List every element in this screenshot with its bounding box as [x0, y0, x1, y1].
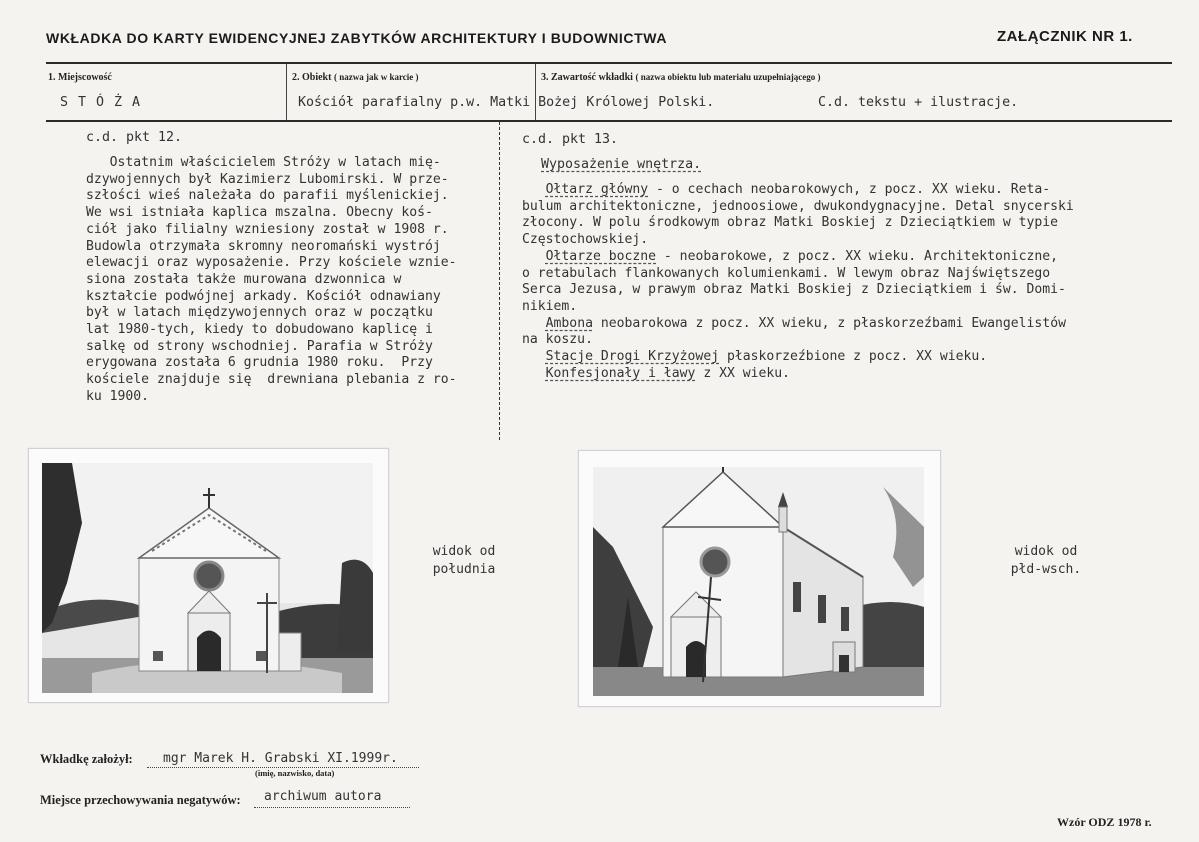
- right-text-line: [522, 349, 1074, 366]
- photo-southeast-caption: [1006, 543, 1086, 579]
- left-text-line: kościele znajduje się drewniana plebania z ro-: [86, 372, 457, 388]
- founder-hint: (imię, nazwisko, data): [255, 768, 335, 778]
- form-id: Wzór ODZ 1978 r.: [1057, 815, 1152, 829]
- right-text-line: o retabulach flankowanych kolumienkami. W lewym obraz Najświętszego: [522, 265, 1051, 281]
- right-text: [522, 182, 1074, 382]
- top-rule: [46, 62, 1172, 64]
- left-text-line: szłości wieś należała do parafii myślenickiej.: [86, 188, 449, 204]
- left-text-line: ku 1900.: [86, 388, 150, 404]
- item-term: Stacje Drogi Krzyżowej: [545, 349, 720, 365]
- right-text-line: złocony. W polu środkowym obraz Matki Boskiej z Dzieciątkiem w typie: [522, 215, 1059, 231]
- right-text-line: [522, 366, 1074, 383]
- item-text: z XX wieku.: [695, 365, 791, 381]
- field-2-label-main: 2. Obiekt: [292, 72, 332, 83]
- indent: [522, 349, 546, 364]
- field-2-value: Kościół parafialny p.w. Matki Bożej Królowej Polski.: [298, 95, 715, 110]
- indent: [522, 182, 546, 197]
- field-divider-2: [535, 64, 536, 120]
- right-text-line: na koszu.: [522, 332, 593, 348]
- section-title: Wyposażenie wnętrza.: [541, 157, 702, 172]
- right-heading: c.d. pkt 13.: [522, 132, 619, 147]
- left-text-line: salkę od strony wschodniej. Parafia w Stróży: [86, 338, 433, 354]
- left-text: [86, 155, 457, 406]
- item-term: Ołtarze boczne: [545, 248, 657, 264]
- right-text-line: Częstochowskiej.: [522, 232, 649, 248]
- storage-label: Miejsce przechowywania negatywów:: [40, 793, 241, 807]
- photo-southeast-caption-line-2: płd-wsch.: [1010, 562, 1082, 577]
- right-text-line: nikiem.: [522, 298, 578, 314]
- photo-southeast-view: [593, 467, 924, 696]
- field-2-label: [292, 72, 419, 83]
- item-text: płaskorzeźbione z pocz. XX wieku.: [719, 349, 988, 365]
- photo-south-view: [42, 463, 373, 693]
- field-3-label-sub: ( nazwa obiektu lub materiału uzupełniającego ): [635, 72, 821, 82]
- left-text-line: Budowla otrzymała skromny neoromański wystrój: [86, 238, 441, 254]
- left-text-line: elewacji oraz wyposażenie. Przy kościele wznie-: [86, 255, 457, 271]
- storage-dots: [254, 807, 410, 808]
- founder-label: Wkładkę założył:: [40, 752, 133, 766]
- photo-south-caption-line-2: południa: [432, 562, 496, 577]
- field-1-value: S T Ó Ż A: [60, 95, 142, 110]
- form-title: WKŁADKA DO KARTY EWIDENCYJNEJ ZABYTKÓW ARCHITEKTURY I BUDOWNICTWA: [46, 30, 668, 46]
- item-text: - o cechach neobarokowych, z pocz. XX wieku. Reta-: [648, 182, 1051, 197]
- fields-bottom-rule: [46, 120, 1172, 122]
- left-text-line: Ostatnim właścicielem Stróży w latach mię-: [86, 155, 441, 170]
- field-3-label: [541, 72, 820, 83]
- field-3-value: C.d. tekstu + ilustracje.: [818, 95, 1019, 110]
- left-text-line: kształcie podwójnej arkady. Kościół odnawiany: [86, 288, 441, 304]
- indent: [522, 316, 546, 331]
- indent: [522, 249, 546, 264]
- field-divider-1: [286, 64, 287, 120]
- left-text-line: siona została także murowana dzwonnica w: [86, 271, 402, 287]
- left-text-line: erygowana została 6 grudnia 1980 roku. Przy: [86, 355, 433, 371]
- left-heading: c.d. pkt 12.: [86, 130, 183, 145]
- left-text-line: był w latach międzywojennych oraz w początku: [86, 305, 433, 321]
- storage-value: archiwum autora: [264, 789, 382, 804]
- founder-value: mgr Marek H. Grabski XI.1999r.: [163, 751, 398, 766]
- right-text-line: [522, 182, 1074, 199]
- item-term: Konfesjonały i ławy: [545, 365, 696, 381]
- field-3-label-main: 3. Zawartość wkładki: [541, 72, 633, 83]
- photo-south-frame: [28, 448, 389, 703]
- right-text-line: [522, 249, 1074, 266]
- left-text-line: dzywojennych był Kazimierz Lubomirski. W prze-: [86, 171, 449, 187]
- annex-number: ZAŁĄCZNIK NR 1.: [997, 28, 1133, 45]
- left-text-line: We wsi istniała kaplica mszalna. Obecny koś-: [86, 205, 433, 221]
- photo-southeast-caption-line-1: widok od: [1014, 544, 1078, 559]
- right-text-line: [522, 316, 1074, 333]
- photo-south-caption-line-1: widok od: [432, 544, 496, 559]
- indent: [522, 366, 546, 381]
- photo-south-caption: [424, 543, 504, 579]
- item-term: Ołtarz główny: [545, 182, 649, 197]
- item-text: - neobarokowe, z pocz. XX wieku. Architektoniczne,: [656, 248, 1059, 264]
- photo-southeast-frame: [578, 450, 941, 707]
- right-text-line: bulum architektoniczne, jednoosiowe, dwukondygnacyjne. Detal snycerski: [522, 198, 1074, 214]
- field-1-label: 1. Miejscowość: [48, 72, 112, 83]
- left-text-line: ciół jako filialny wzniesiony został w 1908 r.: [86, 221, 449, 237]
- item-term: Ambona: [545, 315, 593, 331]
- field-2-label-sub: ( nazwa jak w karcie ): [333, 72, 419, 82]
- item-text: neobarokowa z pocz. XX wieku, z płaskorzeźbami Ewangelistów: [592, 315, 1066, 331]
- right-text-line: Serca Jezusa, w prawym obraz Matki Boskiej z Dzieciątkiem i św. Domi-: [522, 282, 1066, 298]
- column-divider: [499, 122, 500, 440]
- left-text-line: lat 1980-tych, kiedy to dobudowano kaplicę i: [86, 322, 433, 338]
